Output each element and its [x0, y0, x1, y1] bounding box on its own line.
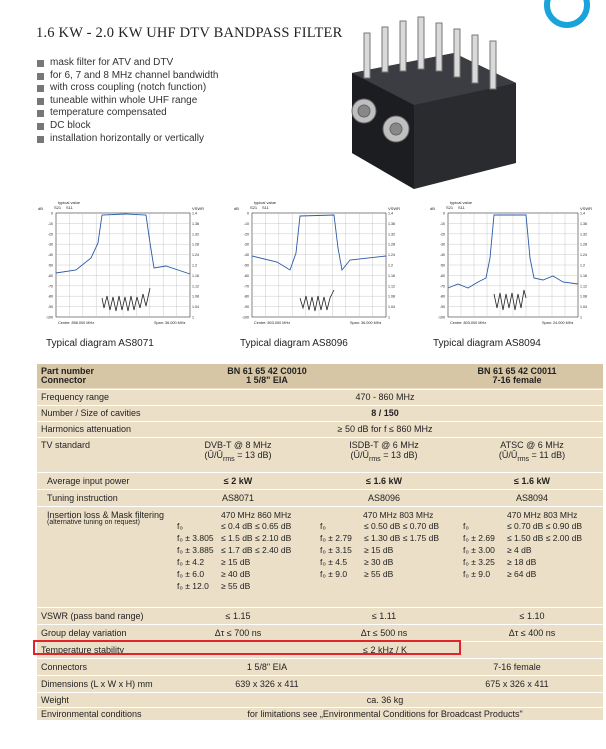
power-b: ≤ 1.6 kW	[366, 476, 402, 486]
group-delay-a: Δτ ≤ 700 ns	[214, 628, 262, 638]
vswr-tick-label: 1.04	[388, 305, 395, 310]
connector-label: Connector	[41, 375, 86, 385]
insertion-offset: f₀ ± 3.00	[463, 545, 495, 555]
row-label: Average input power	[47, 476, 130, 486]
y-tick-label: -40	[243, 253, 249, 258]
insertion-value: ≤ 1.50 dB ≤ 2.00 dB	[507, 533, 583, 543]
vswr-tick-label: 1.16	[192, 273, 199, 278]
vswr-label: VSWR	[580, 206, 592, 211]
centre-label: Centre: 803.000 MHz	[450, 321, 487, 325]
feature-item: installation horizontally or vertically	[36, 133, 218, 146]
row-value: 470 - 860 MHz	[355, 392, 415, 402]
insertion-head-b: 470 MHz 803 MHz	[363, 510, 434, 520]
tuning-b: AS8096	[367, 493, 401, 503]
vswr-b: ≤ 1.11	[371, 611, 397, 621]
table-row	[37, 506, 603, 607]
insertion-offset: f₀ ± 9.0	[463, 569, 491, 579]
row-value: for limitations see „Environmental Conditions for Broadcast Products"	[247, 709, 523, 719]
vswr-tick-label: 1.4	[580, 211, 585, 216]
table-header-row	[37, 364, 603, 388]
connector-a: 1 5/8" EIA	[246, 662, 288, 672]
vswr-tick-label: 1.16	[580, 273, 587, 278]
spec-table	[37, 364, 603, 720]
vswr-tick-label: 1.32	[192, 232, 199, 237]
feature-item: with cross coupling (notch function)	[36, 82, 218, 95]
span-label: Span: 36.000 MHz	[154, 321, 186, 325]
part-number-label: Part number	[41, 366, 95, 376]
vswr-tick-label: 1.12	[192, 284, 199, 289]
insertion-value: ≤ 1.5 dB ≤ 2.10 dB	[221, 533, 292, 543]
insertion-offset: f₀	[463, 521, 469, 531]
vswr-tick-label: 1.36	[192, 221, 199, 226]
diagram-caption: Typical diagram AS8096	[240, 338, 348, 349]
centre-label: Centre: 803.000 MHz	[254, 321, 291, 325]
y-tick-label: -10	[47, 221, 53, 226]
insertion-offset: f₀ ± 3.25	[463, 557, 495, 567]
highlight-box	[33, 640, 461, 655]
insertion-value: ≥ 4 dB	[507, 545, 532, 555]
vswr-label: VSWR	[388, 206, 400, 211]
dimensions-b: 675 x 326 x 411	[485, 679, 549, 689]
insertion-offset: f₀	[177, 521, 183, 531]
power-c: ≤ 1.6 kW	[514, 476, 550, 486]
y-tick-label: -50	[47, 263, 53, 268]
table-row	[37, 707, 603, 721]
insertion-offset: f₀ ± 2.79	[320, 533, 352, 543]
tv-standard-a: DVB-T @ 8 MHz	[204, 440, 272, 450]
insertion-value: ≥ 15 dB	[364, 545, 394, 555]
span-label: Span: 36.000 MHz	[350, 321, 382, 325]
row-label: Harmonics attenuation	[41, 424, 132, 434]
insertion-value: ≥ 30 dB	[364, 557, 394, 567]
insertion-value: ≤ 0.50 dB ≤ 0.70 dB	[364, 521, 440, 531]
table-row	[37, 472, 603, 489]
s11-label: S11	[66, 205, 73, 210]
row-value: ≤ 2 kHz / K	[363, 645, 407, 655]
y-tick-label: -30	[439, 242, 445, 247]
insertion-offset: f₀	[320, 521, 326, 531]
vswr-tick-label: 1	[580, 315, 582, 320]
y-tick-label: -100	[45, 315, 53, 320]
vswr-tick-label: 1	[388, 315, 390, 320]
vswr-tick-label: 1.2	[580, 263, 585, 268]
s21-label: S21	[250, 205, 258, 210]
typical-value-label: typical value	[450, 200, 473, 205]
typical-value-label: typical value	[58, 200, 81, 205]
tv-ratio-a: ($Ū/Ū_{rms} = 13$ dB)	[204, 450, 272, 463]
y-tick-label: -100	[437, 315, 445, 320]
insertion-value: ≥ 40 dB	[221, 569, 251, 579]
vswr-c: ≤ 1.10	[519, 611, 545, 621]
insertion-offset: f₀ ± 9.0	[320, 569, 348, 579]
vswr-tick-label: 1.28	[388, 242, 395, 247]
row-label: Dimensions (L x W x H) mm	[41, 679, 153, 689]
connector-2: 7-16 female	[492, 375, 542, 385]
insertion-offset: f₀ ± 6.0	[177, 569, 205, 579]
span-label: Span: 24.000 MHz	[542, 321, 574, 325]
vswr-tick-label: 1.2	[388, 263, 393, 268]
vswr-tick-label: 1.04	[192, 305, 199, 310]
feature-item: temperature compensated	[36, 107, 218, 120]
y-tick-label: -100	[241, 315, 249, 320]
diagram-as8096	[232, 198, 402, 330]
insertion-offset: f₀ ± 2.69	[463, 533, 495, 543]
diagram-as8094	[428, 198, 598, 330]
s21-label: S21	[446, 205, 454, 210]
y-tick-label: -90	[47, 305, 53, 310]
row-label: Group delay variation	[41, 628, 127, 638]
row-label: Environmental conditions	[41, 709, 142, 719]
product-photo	[334, 13, 520, 191]
db-label: dB	[430, 206, 435, 211]
insertion-value: ≥ 15 dB	[221, 557, 251, 567]
row-value: 8 / 150	[371, 408, 399, 418]
table-row	[37, 624, 603, 641]
centre-label: Centre: 858.000 MHz	[58, 321, 95, 325]
y-tick-label: -40	[47, 253, 53, 258]
diagram-caption: Typical diagram AS8094	[433, 338, 541, 349]
table-row	[37, 607, 603, 624]
row-label: Weight	[41, 695, 69, 705]
part-number-2: BN 61 65 42 C0011	[477, 366, 557, 376]
y-tick-label: -80	[47, 294, 53, 299]
vswr-tick-label: 1.36	[388, 221, 395, 226]
vswr-tick-label: 1	[192, 315, 194, 320]
vswr-tick-label: 1.28	[580, 242, 587, 247]
vswr-a: ≤ 1.15	[225, 611, 251, 621]
vswr-tick-label: 1.24	[388, 253, 395, 258]
row-label: Connectors	[41, 662, 88, 672]
vswr-tick-label: 1.32	[388, 232, 395, 237]
insertion-value: ≥ 55 dB	[221, 581, 251, 591]
connector-1: 1 5/8" EIA	[246, 375, 288, 385]
table-row	[37, 675, 603, 692]
table-row	[37, 692, 603, 707]
y-tick-label: -60	[243, 273, 249, 278]
table-row	[37, 405, 603, 421]
insertion-value: ≤ 0.4 dB ≤ 0.65 dB	[221, 521, 292, 531]
vswr-tick-label: 1.12	[388, 284, 395, 289]
insertion-offset: f₀ ± 3.805	[177, 533, 214, 543]
insertion-value: ≥ 18 dB	[507, 557, 537, 567]
vswr-tick-label: 1.16	[388, 273, 395, 278]
insertion-offset: f₀ ± 3.15	[320, 545, 352, 555]
y-tick-label: -80	[243, 294, 249, 299]
y-tick-label: 0	[51, 211, 53, 216]
y-tick-label: 0	[443, 211, 445, 216]
y-tick-label: -80	[439, 294, 445, 299]
page-title: 1.6 KW - 2.0 KW UHF DTV BANDPASS FILTER	[36, 25, 343, 41]
vswr-tick-label: 1.28	[192, 242, 199, 247]
row-sublabel: (alternative tuning on request)	[47, 519, 140, 526]
vswr-tick-label: 1.4	[192, 211, 197, 216]
row-value: ≥ 50 dB for f ≤ 860 MHz	[337, 424, 433, 434]
y-tick-label: -60	[47, 273, 53, 278]
insertion-value: ≤ 0.70 dB ≤ 0.90 dB	[507, 521, 583, 531]
tuning-c: AS8094	[515, 493, 549, 503]
row-label: Insertion loss & Mask filtering	[47, 510, 165, 520]
feature-item: tuneable within whole UHF range	[36, 95, 218, 108]
tuning-a: AS8071	[221, 493, 255, 503]
y-tick-label: -20	[243, 232, 249, 237]
row-label: TV standard	[41, 440, 91, 450]
part-number-1: BN 61 65 42 C0010	[227, 366, 307, 376]
y-tick-label: -50	[439, 263, 445, 268]
vswr-tick-label: 1.2	[192, 263, 197, 268]
insertion-value: ≥ 64 dB	[507, 569, 537, 579]
diagram-caption: Typical diagram AS8071	[46, 338, 154, 349]
row-label: VSWR (pass band range)	[41, 611, 144, 621]
insertion-offset: f₀ ± 4.5	[320, 557, 348, 567]
vswr-tick-label: 1.4	[388, 211, 393, 216]
insertion-value: ≤ 1.7 dB ≤ 2.40 dB	[221, 545, 292, 555]
row-label: Frequency range	[41, 392, 110, 402]
row-label: Temperature stability	[41, 645, 125, 655]
table-row	[37, 437, 603, 472]
vswr-tick-label: 1.24	[580, 253, 587, 258]
tv-standard-b: ISDB-T @ 6 MHz	[349, 440, 419, 450]
tv-ratio-b: ($Ū/Ū_{rms} = 13$ dB)	[350, 450, 418, 463]
brand-logo	[544, 0, 590, 28]
row-label: Tuning instruction	[47, 493, 118, 503]
y-tick-label: -30	[47, 242, 53, 247]
y-tick-label: -70	[47, 284, 53, 289]
row-label: Number / Size of cavities	[41, 408, 141, 418]
vswr-tick-label: 1.12	[580, 284, 587, 289]
power-a: ≤ 2 kW	[223, 476, 253, 486]
group-delay-b: Δτ ≤ 500 ns	[360, 628, 408, 638]
db-label: dB	[38, 206, 43, 211]
vswr-tick-label: 1.32	[580, 232, 587, 237]
tv-standard-c: ATSC @ 6 MHz	[500, 440, 564, 450]
table-row	[37, 389, 603, 405]
y-tick-label: -10	[439, 221, 445, 226]
s21-label: S21	[54, 205, 62, 210]
y-tick-label: -30	[243, 242, 249, 247]
vswr-tick-label: 1.04	[580, 305, 587, 310]
diagram-as8071	[36, 198, 206, 330]
insertion-value: ≥ 55 dB	[364, 569, 394, 579]
tv-ratio-c: ($Ū/Ū_{rms} = 11$ dB)	[498, 450, 566, 463]
y-tick-label: -50	[243, 263, 249, 268]
insertion-head-a: 470 MHz 860 MHz	[221, 510, 292, 520]
y-tick-label: 0	[247, 211, 249, 216]
insertion-value: ≤ 1.30 dB ≤ 1.75 dB	[364, 533, 440, 543]
feature-item: DC block	[36, 120, 218, 133]
insertion-offset: f₀ ± 3.885	[177, 545, 214, 555]
y-tick-label: -20	[47, 232, 53, 237]
db-label: dB	[234, 206, 239, 211]
row-value: ca. 36 kg	[366, 695, 404, 705]
table-row	[37, 421, 603, 437]
vswr-label: VSWR	[192, 206, 204, 211]
feature-list	[36, 57, 218, 145]
insertion-head-c: 470 MHz 803 MHz	[507, 510, 578, 520]
insertion-offset: f₀ ± 4.2	[177, 557, 205, 567]
vswr-tick-label: 1.24	[192, 253, 199, 258]
vswr-tick-label: 1.08	[388, 294, 395, 299]
y-tick-label: -90	[439, 305, 445, 310]
y-tick-label: -10	[243, 221, 249, 226]
y-tick-label: -60	[439, 273, 445, 278]
feature-item: for 6, 7 and 8 MHz channel bandwidth	[36, 70, 218, 83]
group-delay-c: Δτ ≤ 400 ns	[508, 628, 556, 638]
table-row	[37, 489, 603, 506]
feature-item: mask filter for ATV and DTV	[36, 57, 218, 70]
vswr-tick-label: 1.08	[580, 294, 587, 299]
dimensions-a: 639 x 326 x 411	[235, 679, 299, 689]
y-tick-label: -70	[439, 284, 445, 289]
y-tick-label: -90	[243, 305, 249, 310]
vswr-tick-label: 1.08	[192, 294, 199, 299]
vswr-tick-label: 1.36	[580, 221, 587, 226]
connector-b: 7-16 female	[493, 662, 541, 672]
y-tick-label: -40	[439, 253, 445, 258]
s11-label: S11	[262, 205, 269, 210]
s11-label: S11	[458, 205, 465, 210]
y-tick-label: -20	[439, 232, 445, 237]
insertion-offset: f₀ ± 12.0	[177, 581, 209, 591]
y-tick-label: -70	[243, 284, 249, 289]
table-row	[37, 658, 603, 675]
typical-value-label: typical value	[254, 200, 277, 205]
